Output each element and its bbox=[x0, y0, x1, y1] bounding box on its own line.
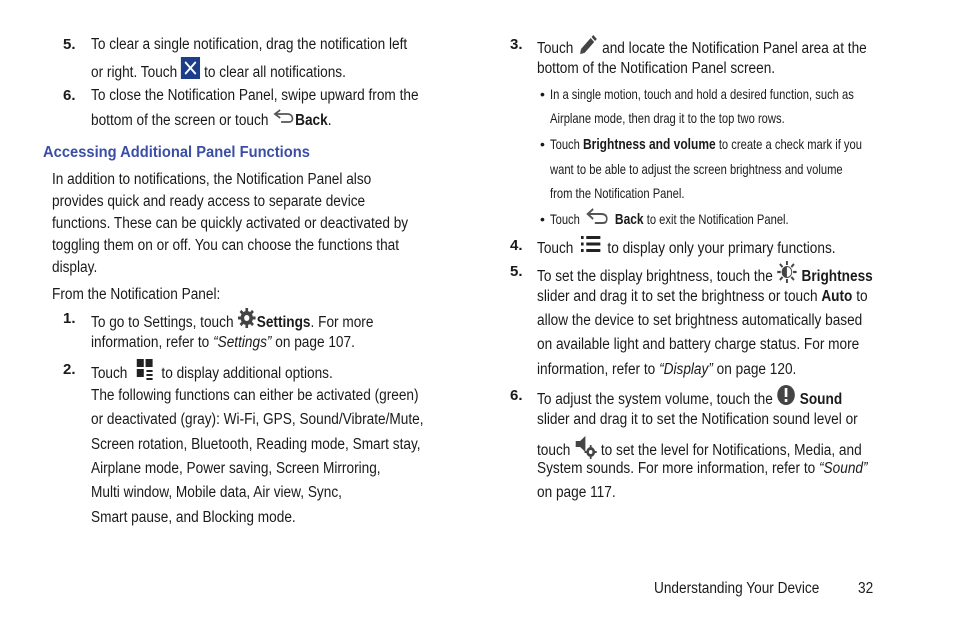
text-run: . For more bbox=[310, 314, 374, 332]
step-text bbox=[537, 459, 868, 479]
page-number: 32 bbox=[858, 580, 874, 597]
text-run: Touch bbox=[550, 136, 580, 152]
text-run: and locate the Notification Panel area at the bbox=[602, 40, 867, 58]
text-run-bold: Brightness bbox=[801, 268, 873, 286]
text-run: System sounds. For more information, refer to bbox=[537, 460, 816, 477]
text-run: Touch bbox=[537, 240, 574, 258]
step-text: on available light and battery charge status. For more bbox=[537, 336, 860, 353]
step-text bbox=[91, 110, 332, 132]
text-run: slider and drag it to set the brightness or touch bbox=[537, 288, 818, 305]
paragraph-line: From the Notification Panel: bbox=[52, 286, 221, 303]
text-run-bold: Auto bbox=[821, 288, 853, 305]
text-run: . bbox=[327, 112, 332, 130]
text-run: to exit the Notification Panel. bbox=[646, 211, 789, 228]
step-number: 4. bbox=[510, 237, 523, 254]
step-text bbox=[91, 59, 346, 87]
text-run: information, refer to bbox=[91, 334, 210, 351]
paragraph-line: Screen rotation, Bluetooth, Reading mode, Smart stay, bbox=[91, 436, 421, 453]
brightness-icon bbox=[777, 260, 798, 290]
text-run: to create a check mark if you bbox=[718, 136, 862, 152]
text-run: to display only your primary functions. bbox=[607, 240, 836, 258]
step-number: 5. bbox=[63, 36, 76, 53]
text-run: information, refer to bbox=[537, 361, 656, 378]
step-text: allow the device to set brightness automatically based bbox=[537, 312, 863, 329]
paragraph-line: or deactivated (gray): Wi-Fi, GPS, Sound/Vibrate/Mute, bbox=[91, 411, 424, 428]
text-run: Touch bbox=[91, 365, 128, 383]
paragraph-line: Smart pause, and Blocking mode. bbox=[91, 509, 296, 526]
bullet-text: Airplane mode, then drag it to the top two rows. bbox=[550, 110, 785, 126]
sound-alert-icon bbox=[777, 384, 796, 412]
gear-icon bbox=[237, 307, 256, 335]
bullet: • bbox=[540, 211, 545, 227]
text-run-bold: Sound bbox=[799, 391, 843, 409]
text-run-bold: Back bbox=[295, 112, 328, 130]
text-run-bold: Back bbox=[614, 211, 644, 229]
clear-all-icon bbox=[181, 57, 200, 85]
bullet-text bbox=[550, 134, 862, 155]
back-icon bbox=[585, 207, 609, 230]
back-icon bbox=[272, 108, 295, 130]
paragraph-line: Multi window, Mobile data, Air view, Sync, bbox=[91, 484, 342, 501]
step-number: 6. bbox=[510, 387, 523, 404]
step-number: 1. bbox=[63, 310, 76, 327]
text-run: touch bbox=[537, 442, 571, 460]
cross-reference-link[interactable]: “Sound” bbox=[819, 460, 868, 477]
step-text bbox=[537, 236, 836, 262]
bullet-text: from the Notification Panel. bbox=[550, 185, 685, 201]
step-text bbox=[91, 360, 333, 388]
step-text: slider and drag it to set the Notification sound level or bbox=[537, 411, 858, 428]
text-line: To clear a single notification, drag the notification left bbox=[91, 36, 408, 53]
footer-section-title: Understanding Your Device bbox=[654, 580, 820, 597]
paragraph-line: provides quick and ready access to separate device bbox=[52, 193, 366, 210]
text-run-bold: Settings bbox=[256, 314, 311, 332]
step-text: bottom of the Notification Panel screen. bbox=[537, 60, 776, 77]
step-number: 3. bbox=[510, 36, 523, 53]
paragraph-line: display. bbox=[52, 259, 98, 276]
text-run: or right. Touch bbox=[91, 64, 178, 82]
paragraph-line: toggling them on or off. You can choose the functions that bbox=[52, 237, 400, 254]
text-run: Touch bbox=[537, 40, 574, 58]
step-text bbox=[91, 35, 407, 55]
step-text bbox=[537, 360, 796, 380]
step-text bbox=[91, 333, 355, 353]
text-run: on page 120. bbox=[716, 361, 797, 378]
cross-reference-link[interactable]: “Settings” bbox=[213, 334, 272, 351]
edit-pencil-icon bbox=[577, 33, 598, 61]
text-run-bold: Brightness and volume bbox=[583, 136, 716, 153]
text-run: to set the level for Notifications, Media, and bbox=[600, 442, 862, 460]
step-number: 5. bbox=[510, 263, 523, 280]
bullet: • bbox=[540, 136, 545, 152]
paragraph-line: The following functions can either be activated (green) bbox=[91, 387, 419, 404]
paragraph-line: functions. These can be quickly activated or deactivated by bbox=[52, 215, 409, 232]
text-run: on page 107. bbox=[275, 334, 355, 351]
text-run: to clear all notifications. bbox=[204, 64, 346, 82]
text-run: to bbox=[856, 288, 868, 305]
bullet-text: In a single motion, touch and hold a desired function, such as bbox=[550, 86, 854, 102]
list-icon bbox=[580, 234, 601, 260]
paragraph-line: Airplane mode, Power saving, Screen Mirroring, bbox=[91, 460, 381, 477]
step-number: 6. bbox=[63, 87, 76, 104]
text-line: To close the Notification Panel, swipe upward from the bbox=[91, 87, 419, 104]
bullet-text: want to be able to adjust the screen brightness and volume bbox=[550, 161, 843, 177]
text-run: Touch bbox=[550, 211, 580, 228]
step-text: on page 117. bbox=[537, 484, 616, 501]
text-run: bottom of the screen or touch bbox=[91, 112, 269, 130]
cross-reference-link[interactable]: “Display” bbox=[659, 361, 713, 378]
text-run: To go to Settings, touch bbox=[91, 314, 234, 332]
grid-icon bbox=[135, 358, 154, 386]
bullet: • bbox=[540, 86, 545, 102]
text-run: To set the display brightness, touch the bbox=[537, 268, 773, 286]
step-text bbox=[91, 86, 419, 106]
section-heading: Accessing Additional Panel Functions bbox=[43, 144, 310, 161]
bullet-text bbox=[550, 209, 789, 232]
step-text bbox=[537, 287, 868, 307]
paragraph-line: In addition to notifications, the Notification Panel also bbox=[52, 171, 372, 188]
step-number: 2. bbox=[63, 361, 76, 378]
text-run: To adjust the system volume, touch the bbox=[537, 391, 773, 409]
text-run: to display additional options. bbox=[161, 365, 333, 383]
